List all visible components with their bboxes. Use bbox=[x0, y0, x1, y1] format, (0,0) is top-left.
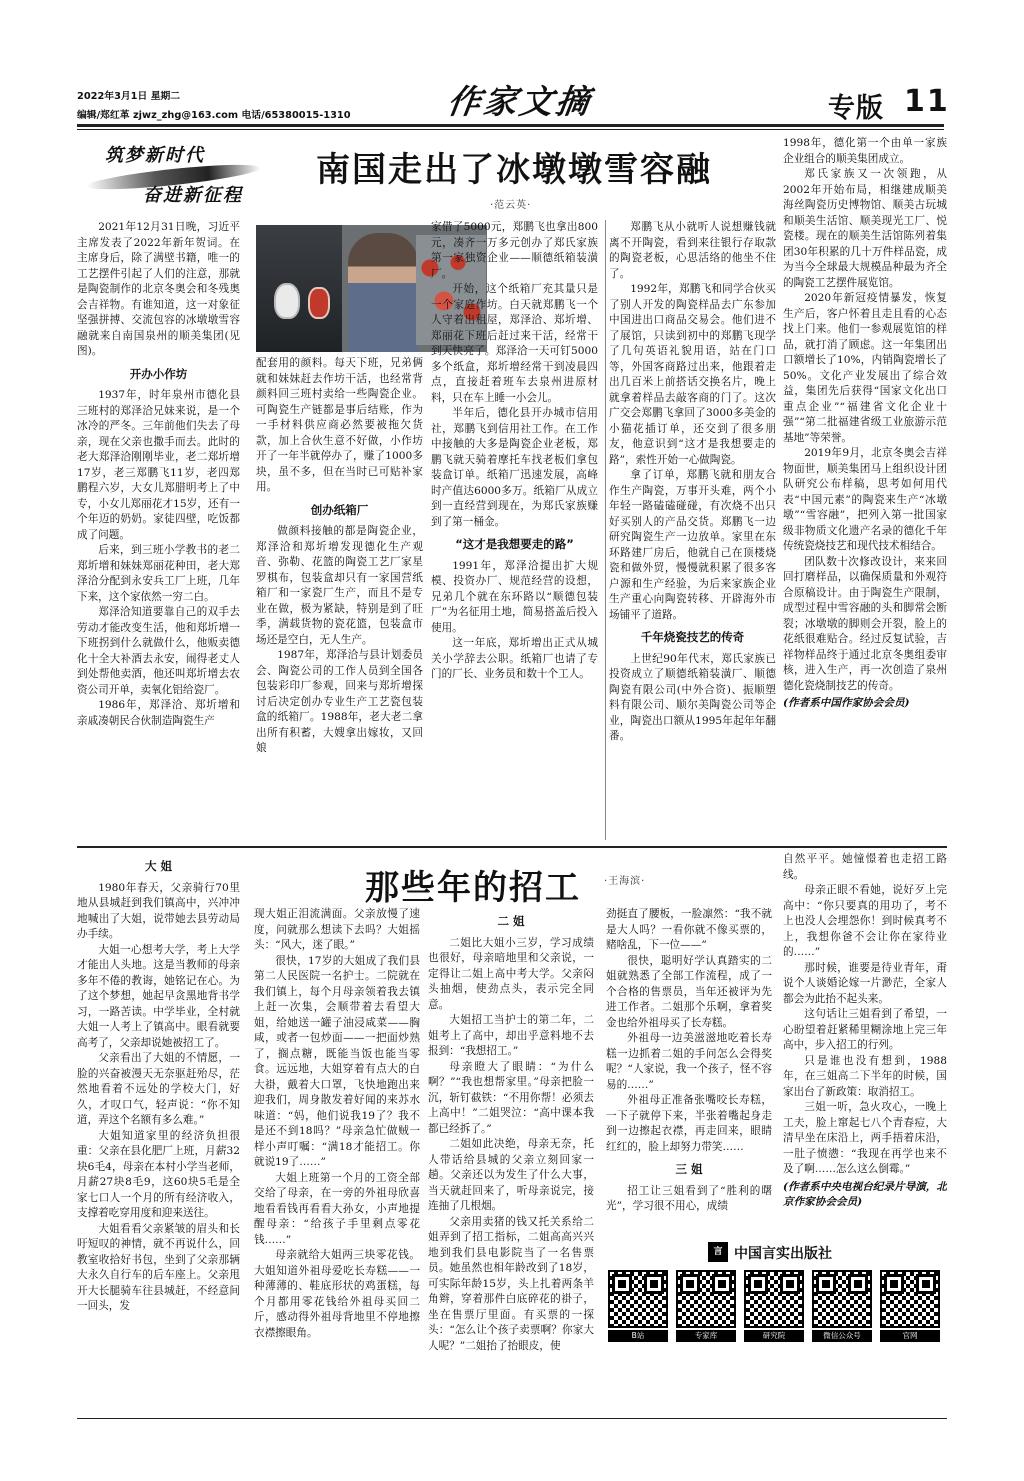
author-note: (作者系中央电视台纪录片导演，北京作家协会会员) bbox=[783, 1180, 947, 1208]
mascot-bingdwendwen-figure bbox=[274, 283, 300, 319]
article1-col2 bbox=[256, 356, 423, 841]
page-number: 11 bbox=[904, 84, 950, 119]
article1-col1 bbox=[77, 220, 240, 840]
banner-line2: 奋进新征程 bbox=[143, 185, 243, 206]
qr-label: 官网 bbox=[880, 1330, 940, 1342]
paragraph: 1998年，德化第一个由单一家族企业组合的顺美集团成立。 bbox=[783, 137, 947, 165]
paragraph: 开始，这个纸箱厂充其量只是一个家庭作坊。白天就郑鹏飞一个人守着出租屋，郑泽洽、郑圻增、郑丽花下班后赶过来干活，经常干到天快亮了。郑泽洽一天可钉5000多个纸盒，郑圻增经常干到凌晨四点，直接赶着班车去泉州进原材料，只在车上睡一小会儿。 bbox=[431, 283, 598, 404]
qr-research[interactable] bbox=[744, 1270, 804, 1344]
qr-label: 微信公众号 bbox=[812, 1330, 872, 1342]
article2-col2 bbox=[254, 907, 420, 1412]
article2-col1 bbox=[77, 852, 240, 1412]
paragraph: 后来，到三班小学教书的老二郑圻增和妹妹郑丽花种田，老大郑泽洽分配到永安兵工厂上班，几年下来，这个家依然一穷二白。 bbox=[77, 544, 240, 603]
mascot-shueyrhonrhon-figure bbox=[308, 287, 330, 319]
paragraph: 二姐比大姐小三岁，学习成绩也很好，母亲暗地里和父亲说，一定得让二姐上高中考大学。父亲闷头抽烟，使劲点头，表示完全同意。 bbox=[428, 936, 594, 1011]
banner-line1: 筑梦新时代 bbox=[105, 145, 205, 166]
subheading: 二 姐 bbox=[497, 914, 525, 928]
header-rule-thin bbox=[77, 129, 944, 130]
photo-worker bbox=[348, 233, 418, 352]
paragraph: 1991年，郑泽洽提出扩大规模、投资办厂、规范经营的设想，兄弟几个就在东环路以“顺德包装厂”为名征用土地，简易搭盖后投入使用。 bbox=[431, 559, 598, 634]
publisher-block bbox=[606, 1240, 947, 1412]
paragraph: 郑鹏飞从小就听人说想赚钱就离不开陶瓷，看到来往银行存取款的陶瓷老板，心思活络的他坐不住了。 bbox=[609, 221, 776, 280]
article2-byline: ·王海滨· bbox=[604, 876, 646, 887]
paragraph: 劲挺直了腰板，一脸凛然：“我不就是大人吗？一看你就不像买票的，赌啥乱，下一位——” bbox=[606, 908, 772, 951]
header-rule bbox=[77, 124, 944, 127]
qr-label: 专家库 bbox=[676, 1330, 736, 1342]
paragraph: 2021年12月31日晚，习近平主席发表了2022年新年贺词。在主席身后，除了满壁书籍，唯一的工艺摆件引起了人们的注意，那就是陶瓷制作的北京冬奥会和冬残奥会吉祥物。有谁知道，这一对象征坚强拼搏、交流包容的冰墩墩雪容融就来自南国泉州的顺美集团(见图)。 bbox=[77, 221, 240, 357]
section-divider bbox=[77, 846, 947, 848]
article1-title: 南国走出了冰墩墩雪容融 bbox=[316, 150, 712, 190]
paragraph: 外祖母一边美滋滋地吃着长寿糕一边抓着二姐的手问怎么会得奖呢？“人家说，我一个孩子，怪不容易的……” bbox=[606, 1032, 772, 1091]
paragraph: 这一年底，郑圻增出正式从城关小学辞去公职。纸箱厂也请了专门的厂长、业务员和数十个工人。 bbox=[431, 637, 598, 680]
footer-rule bbox=[77, 1418, 947, 1419]
photo-display-case bbox=[256, 225, 342, 352]
paragraph: 配套用的颜料。每天下班，兄弟俩就和妹妹赶去作坊干活，也经常背颜料回三班村卖给一些陶瓷企业。可陶瓷生产链都是事后结账，作为一手材料供应商必然要被拖欠货款，加上合伙生意不好做，小作坊开了一年半就停办了，赚了1000多块，虽不多，但在当时已可贴补家用。 bbox=[256, 357, 423, 493]
paragraph: 团队数十次修改设计，来来回回打磨样品，以确保质量和外观符合原稿设计。由于陶瓷生产限制，成型过程中雪容融的头和脚常会断裂；冰墩墩的脚则会开裂，脸上的花纸很难贴合。经过反复试验，吉祥物样品终于通过北京冬奥组委审核，进入生产，再一次创造了泉州德化瓷烧制技艺的传奇。 bbox=[783, 555, 947, 692]
qr-code-icon bbox=[608, 1270, 668, 1328]
paragraph: 1937年，时年泉州市德化县三班村的郑泽洽兄妹来说，是一个冰冷的严冬。三年前他们失去了母亲，现在父亲也撒手而去。此时的老大郑泽洽刚刚毕业，老二郑圻增17岁，老三郑鹏飞11岁，老四郑鹏程六岁，大女儿郑腊明考上了中专，小女儿郑丽花才15岁，还有一个年迈的奶奶。家徒四壁，吃饭都成了问题。 bbox=[77, 389, 240, 541]
article2-col3 bbox=[428, 907, 594, 1412]
paragraph: 2019年9月，北京冬奥会吉祥物面世，顺美集团马上组织设计团队研究公布样稿，思考如何用代表“中国元素”的陶瓷来生产“冰墩墩”“雪容融”，把列入第一批国家级非物质文化遗产名录的德化千年传统瓷烧技艺和现代技术相结合。 bbox=[783, 447, 947, 552]
paragraph: 2020年新冠疫情暴发，恢复生产后，客户怀着且走且看的心态找上门来。他们一参观展览馆的样品，就打消了顾虑。这一年集团出口额增长了10%，内销陶瓷增长了50%。文化产业发展出了综合效益，集团先后获得“国家文化出口重点企业”“福建省文化企业十强”“第二批福建省级工业旅游示范基地”等荣誉。 bbox=[783, 292, 947, 444]
subheading: 大 姐 bbox=[144, 859, 172, 873]
article1-col5 bbox=[783, 136, 947, 841]
paragraph: 很快，17岁的大姐成了我们县第二人民医院一名护士。二院就在我们镇上，每个月母亲领着我去镇上赶一次集，会顺带着去看望大姐，给她送一罐子油浸咸菜——胸咸，或者一包炒面——一把面炒熟了，搁点糖，既能当饭也能当零食。远远地，大姐穿着有点大的白大褂，戴着大口罩，飞快地跑出来迎我们，周身散发着好闻的来苏水味道：“妈，他们说我19了？我不是还不到18吗？”母亲急忙做贼一样小声叮嘱：“满18才能招工。你就说19了……” bbox=[254, 954, 420, 1168]
paragraph: 1980年春天，父亲骑行70里地从县城赶到我们镇高中，兴冲冲地喊出了大姐，说带她去县劳动局办手续。 bbox=[77, 881, 240, 940]
subheading: 开办小作坊 bbox=[129, 366, 188, 381]
article1-byline: ·范云英· bbox=[490, 200, 532, 211]
article1-col4 bbox=[609, 220, 776, 841]
paragraph: 外祖母正准备张嘴咬长寿糕，一下子就停下来，半张着嘴起身走到一边擦起衣襟，再走回来，眼睛红红的，脸上却努力带笑…… bbox=[606, 1094, 772, 1153]
masthead-logo: 作家文摘 bbox=[444, 82, 595, 121]
paragraph: 大姐上班第一个月的工资全部交给了母亲，在一旁的外祖母欣喜地看看钱再看看大孙女，小声地提醒母亲：“给孩子手里剩点零花钱……” bbox=[254, 1171, 420, 1246]
article2-col5 bbox=[783, 852, 947, 1242]
theme-banner bbox=[80, 137, 265, 207]
paragraph: 大姐知道家里的经济负担很重：父亲在县化肥厂上班，月薪32块6毛4，母亲在本村小学当老师，月薪27块8毛9，这60块5毛是全家七口人一个月的所有经济收入，支撑着吃穿用度和迎来送往。 bbox=[77, 1129, 240, 1219]
article2-title: 那些年的招工 bbox=[365, 868, 581, 908]
paragraph: 那时候，谁要是待业青年，甭说个人谈婚论嫁一片渺茫，全家人都会为此抬不起头来。 bbox=[783, 961, 947, 1005]
qr-code-icon bbox=[880, 1270, 940, 1328]
paragraph: 1987年，郑泽洽与县计划委员会、陶瓷公司的工作人员到全国各包装彩印厂参观，回来与郑圻增探讨后决定创办专业生产工艺瓷包装盒的纸箱厂。1988年，老大老二拿出所有积蓄，大嫂拿出嫁妆，又回娘 bbox=[256, 649, 423, 754]
qr-label: B站 bbox=[608, 1330, 668, 1342]
paragraph: 现大姐正泪流满面。父亲放慢了速度，问就那么想读下去吗？大姐摇头：“风大，迷了眼。” bbox=[254, 908, 420, 951]
paragraph: 二姐如此决绝，母亲无奈，托人带话给县城的父亲立刻回家一趟。父亲还以为发生了什么大事，当天就赶回来了，听母亲说完，接连抽了几根烟。 bbox=[428, 1138, 594, 1212]
paragraph: 自然平平。她憧憬着也走招工路线。 bbox=[783, 853, 947, 881]
paragraph: 母亲就给大姐两三块零花钱。大姐知道外祖母爱吃长寿糕——一种薄薄的、鞋底形状的鸡蛋糕，每个月都用零花钱给外祖母买回二斤，感动得外祖母背地里不停地擦衣襟擦眼角。 bbox=[254, 1249, 420, 1339]
subheading: 千年烧瓷技艺的传奇 bbox=[640, 630, 745, 644]
paragraph: 1986年，郑泽洽、郑圻增和亲戚凑朝民合伙制造陶瓷生产 bbox=[77, 699, 240, 727]
paragraph: 大姐一心想考大学，考上大学才能出人头地。这是当教师的母亲多年不倦的教诲，她铭记在心。为了这个梦想，她起早贪黑地背书学习，一路苦读。中学毕业，全村就大姐一人考上了镇高中。眼看就要高考了，父亲却说她被招工了。 bbox=[77, 943, 240, 1049]
qr-label: 研究院 bbox=[744, 1330, 804, 1342]
qr-code-icon bbox=[744, 1270, 804, 1328]
paragraph: 家借了5000元，郑鹏飞也拿出800元，凑齐一万多元创办了郑氏家族第一家独资企业——顺德纸箱装潢厂。 bbox=[431, 221, 598, 280]
publisher-name: 中国言实出版社 bbox=[734, 1246, 832, 1262]
paragraph: 父亲用卖猪的钱又托关系给二姐弄到了招工指标，二姐高高兴兴地到我们县电影院当了一名售票员。她虽然也相年龄改到了18岁，可实际年龄15岁，头上扎着两条羊角辫，穿着那件白底碎花的褂子，坐在售票厅里面。有买票的一探头：“怎么让个孩子卖票啊？你家大人呢？”二姐抬了抬眼皮，使 bbox=[428, 1215, 594, 1352]
paragraph: 拿了订单，郑鹏飞就和朋友合作生产陶瓷，万事开头难，两个小年轻一路磕磕碰碰，有次烧不出只好买别人的产品交货。郑鹏飞一边研究陶瓷生产一边放单。家里在东环路建厂房后，他就自己在顶楼烧瓷和做外贸，慢慢就积累了很多客户源和生产经验，为后来家族企业生产重心向陶瓷转移、开辟海外市场铺平了道路。 bbox=[609, 469, 776, 621]
subheading: 三 姐 bbox=[675, 1162, 703, 1176]
editor-info: 编辑/郑红革 zjwz_zhg@163.com 电话/65380015-1310 bbox=[77, 110, 351, 121]
section-label: 专版 bbox=[828, 93, 884, 124]
paragraph: 大姐看看父亲紧皱的眉头和长吁短叹的神情，就不再说什么，回教室收拾好书包，坐到了父亲那辆大永久自行车的后车座上。父亲甩开大长腿骑车往县城赶，不经意间一回头，发 bbox=[77, 1222, 240, 1312]
qr-expert-db[interactable] bbox=[676, 1270, 736, 1344]
subheading: “这才是我想要走的路” bbox=[455, 537, 574, 551]
paragraph: 只是谁也没有想到，1988年，在三姐高二下半年的时候，国家出台了新政策：取消招工。 bbox=[783, 1054, 947, 1098]
qr-website[interactable] bbox=[880, 1270, 940, 1344]
qr-code-icon bbox=[676, 1270, 736, 1328]
article1-col3 bbox=[431, 220, 598, 841]
paragraph: 郑氏家族又一次领跑，从2002年开始布局，相继建成顺美海丝陶瓷历史博物馆、顺美古玩城和顺美生活馆、顺美现光工厂、悦瓷楼。现在的顺美生活馆陈列着集团30年积累的几十万件样品瓷，成为当今全球最大规模品种最为齐全的陶瓷工艺摆件展览馆。 bbox=[783, 168, 947, 289]
paragraph: 母亲正眼不看她，说好歹上完高中：“你只要真的用功了，考不上也没人会埋怨你！到时候真考不上，我想你爸不会让你在家待业的……” bbox=[783, 884, 947, 958]
qr-bilibili[interactable] bbox=[608, 1270, 668, 1344]
paragraph: 母亲瞪大了眼睛：“为什么啊？”“我也想帮家里。”母亲把脸一沉，斩钉截铁：“不用你帮！必须去上高中！”二姐哭泣：“高中课本我都已经拆了。” bbox=[428, 1060, 594, 1135]
article2-col4 bbox=[606, 907, 772, 1229]
subheading: 创办纸箱厂 bbox=[310, 502, 369, 517]
paragraph: 很快，聪明好学认真踏实的二姐就熟悉了全部工作流程，成了一个合格的售票员，当年还被评为先进工作者。二姐那个乐啊，拿着奖金也给外祖母买了长寿糕。 bbox=[606, 954, 772, 1029]
qr-code-icon bbox=[812, 1270, 872, 1328]
paragraph: 这句话让三姐看到了希望，一心盼望着赶紧稀里糊涂地上完三年高中，步入招工的行列。 bbox=[783, 1008, 947, 1051]
paragraph: 父亲看出了大姐的不情愿，一脸的兴奋被漫天无奈驱赶殆尽，茫然地看着不远处的学校大门，好久，才叹口气，轻声说：“你不知道，弄这个名额有多么难。” bbox=[77, 1052, 240, 1126]
paragraph: 做颜料接触的都是陶瓷企业，郑泽洽和郑圻增发现德化生产观音、弥勒、花篮的陶瓷工艺厂家星罗棋布，包装盒却只有一家国营纸箱厂和一家瓷厂生产，而且不是专业在做，极为紧缺，特别是到了旺季，满载货物的瓷花篮，包装盒市场还是空白，无人生产。 bbox=[256, 525, 423, 646]
issue-date: 2022年3月1日 星期二 bbox=[77, 91, 181, 102]
paragraph: 上世纪90年代末，郑氏家族已投资成立了顺德纸箱装潢厂、顺德陶瓷有限公司(中外合资)、振顺塑料有限公司、顺尔美陶瓷公司等企业，陶瓷出口额从1995年起年年翻番。 bbox=[609, 652, 776, 742]
paragraph: 郑泽洽知道要靠自己的双手去劳动才能改变生活，他和郑圻增一下班拐到什么就做什么，他贩卖德化十全大补酒去永安，闹得老丈人到处帮他卖酒，他还叫郑圻增去农资公司开单，卖氧化铝给瓷厂。 bbox=[77, 606, 240, 696]
article1-column-divider bbox=[605, 220, 606, 840]
qr-row bbox=[608, 1270, 948, 1350]
qr-wechat[interactable] bbox=[812, 1270, 872, 1344]
paragraph: 三姐一听，急火攻心，一晚上工夫，脸上窜起七八个青春痘，大清早坐在床沿上，两手捂着床沿，一肚子愤懑：“我现在再学也来不及了啊……怎么这么倒霉。” bbox=[783, 1101, 947, 1175]
paragraph: 1992年，郑鹏飞和同学合伙买了别人开发的陶瓷样品去广东参加中国进出口商品交易会。他们进不了展馆，只读到初中的郑鹏飞现学了几句英语礼貌用语，站在门口等，外国客商路过出来，他跟着走出几百米上前搭话交换名片，晚上就拿着样品去敲客商的门了。这次广交会郑鹏飞拿回了3000多美金的小猫花插订单，还交到了很多朋友，他意识到“这才是我想要走的路”，索性开始一心做陶瓷。 bbox=[609, 283, 776, 466]
publisher-logo-icon: 言 bbox=[708, 1242, 728, 1262]
paragraph: 大姐招工当护士的第二年，二姐考上了高中，却出乎意料地不去报到：“我想招工。” bbox=[428, 1014, 594, 1057]
author-note: (作者系中国作家协会会员) bbox=[783, 697, 910, 709]
paragraph: 招工让三姐看到了“胜利的曙光”，学习很不用心，成绩 bbox=[606, 1184, 772, 1212]
paragraph: 半年后，德化县开办城市信用社，郑鹏飞到信用社工作。在工作中接触的大多是陶瓷企业老板，郑鹏飞就天骑着摩托车找老板们拿包装盒订单。纸箱厂迅速发展，高峰时产值达6000多万。纸箱厂从成立到一直经营到现在，为郑氏家族赚到了第一桶金。 bbox=[431, 407, 598, 528]
